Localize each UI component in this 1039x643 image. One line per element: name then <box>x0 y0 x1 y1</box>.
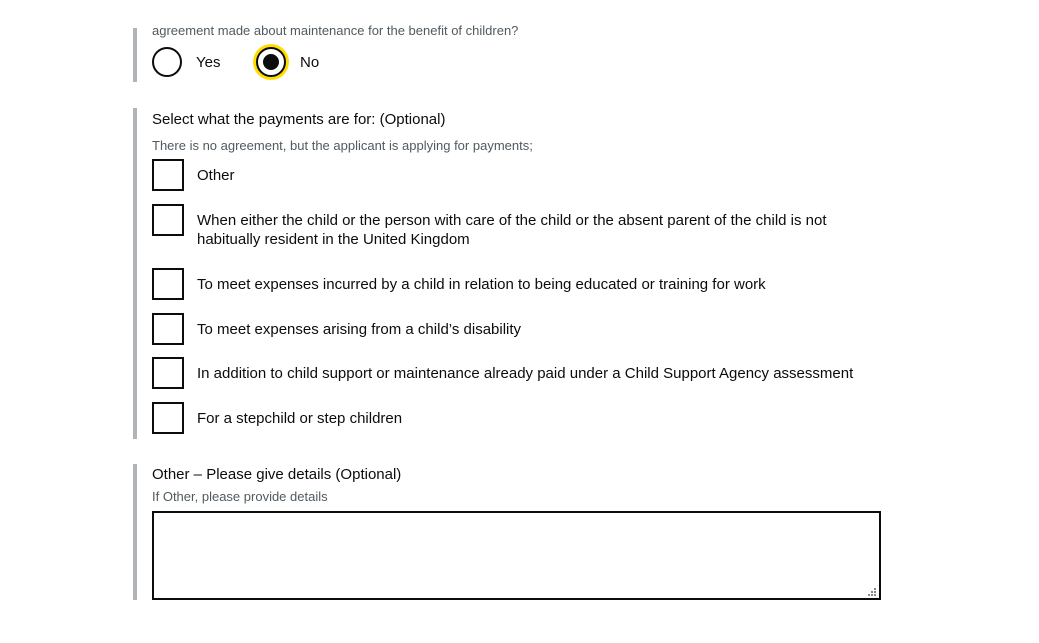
other-details-hint: If Other, please provide details <box>152 489 328 504</box>
checkbox-not-habitually-resident-label[interactable]: When either the child or the person with care of the child or the absent parent of the child is not habitually resident in the United Kingdom <box>197 212 827 248</box>
checkbox-not-habitually-resident[interactable] <box>152 204 184 236</box>
question-text: agreement made about maintenance for the benefit of children? <box>152 23 519 38</box>
other-details-group <box>133 464 137 600</box>
payments-group <box>133 108 137 439</box>
payments-legend: Select what the payments are for: (Optional) <box>152 111 446 128</box>
checkbox-csa-addition-label[interactable]: In addition to child support or maintenance already paid under a Child Support Agency assessment <box>197 365 854 382</box>
maintenance-question-group <box>133 28 137 82</box>
checkbox-stepchild[interactable] <box>152 402 184 434</box>
resize-grip-icon[interactable] <box>866 586 877 597</box>
checkbox-other-label[interactable]: Other <box>197 167 235 184</box>
radio-no-label[interactable]: No <box>300 54 320 71</box>
checkbox-stepchild-label[interactable]: For a stepchild or step children <box>197 410 403 427</box>
other-details-label: Other – Please give details (Optional) <box>152 466 402 483</box>
checkbox-disability-expenses[interactable] <box>152 313 184 345</box>
checkbox-education-expenses-label[interactable]: To meet expenses incurred by a child in relation to being educated or training for work <box>197 276 766 293</box>
checkbox-other[interactable] <box>152 159 184 191</box>
other-details-textarea[interactable] <box>152 511 881 600</box>
radio-yes[interactable] <box>152 47 182 77</box>
checkbox-education-expenses[interactable] <box>152 268 184 300</box>
radio-yes-label[interactable]: Yes <box>196 54 221 71</box>
radio-selected-dot <box>263 54 279 70</box>
radio-no[interactable] <box>256 47 286 77</box>
checkbox-csa-addition[interactable] <box>152 357 184 389</box>
checkbox-disability-expenses-label[interactable]: To meet expenses arising from a child’s disability <box>197 321 522 338</box>
payments-hint: There is no agreement, but the applicant is applying for payments; <box>152 138 533 153</box>
